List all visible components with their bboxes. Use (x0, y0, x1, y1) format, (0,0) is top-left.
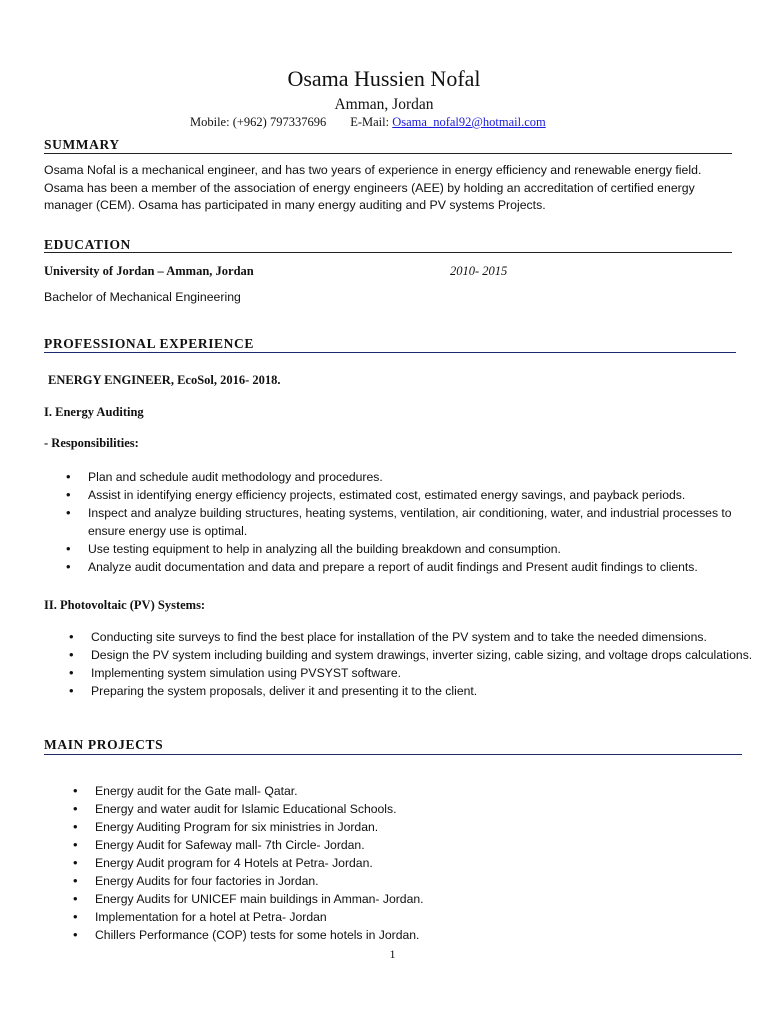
email-link[interactable]: Osama_nofal92@hotmail.com (392, 115, 546, 129)
contact-line (190, 115, 546, 130)
education-degree: Bachelor of Mechanical Engineering (44, 290, 241, 304)
page-number: 1 (389, 947, 396, 961)
list-item-text: Conducting site surveys to find the best place for installation of the PV system and to take the needed dimensions. (91, 630, 707, 644)
projects-list (71, 782, 671, 944)
list-item-text: Inspect and analyze building structures, heating systems, ventilation, air conditioning, water, and industrial processes to ensure energy use is optimal. (88, 506, 732, 538)
bullet-icon: • (73, 783, 78, 798)
bullet-icon: • (69, 665, 74, 680)
summary-heading: SUMMARY (44, 137, 120, 152)
list-item (64, 486, 754, 504)
education-years: 2010- 2015 (450, 264, 508, 278)
email-label: E-Mail: (350, 115, 390, 129)
list-item (67, 646, 757, 664)
bullet-icon: • (69, 683, 74, 698)
education-heading: EDUCATION (44, 237, 131, 252)
energy-auditing-list (64, 468, 754, 576)
list-item (71, 890, 671, 908)
list-item (64, 540, 754, 558)
list-item-text: Plan and schedule audit methodology and procedures. (88, 470, 383, 484)
list-item (67, 682, 757, 700)
bullet-icon: • (73, 801, 78, 816)
summary-rule (44, 153, 732, 154)
bullet-icon: • (73, 855, 78, 870)
summary-text: Osama Nofal is a mechanical engineer, and has two years of experience in energy efficiency and renewable energy field. Osama has been a member of the association of energy engineers (AEE) by holding an accreditation of certified energy manager (CEM). Osama has participated in many energy auditing and PV systems Projects. (44, 163, 702, 212)
list-item (71, 872, 671, 890)
pv-systems-list (67, 628, 757, 700)
list-item-text: Energy Auditing Program for six ministries in Jordan. (95, 820, 379, 834)
list-item-text: Analyze audit documentation and data and prepare a report of audit findings and Present audit findings to clients. (88, 560, 698, 574)
list-item-text: Energy Audit program for 4 Hotels at Petra- Jordan. (95, 856, 373, 870)
responsibilities-label: - Responsibilities: (44, 436, 139, 450)
candidate-name: Osama Hussien Nofal (287, 66, 481, 91)
experience-heading: PROFESSIONAL EXPERIENCE (44, 336, 254, 351)
section-pv-title: II. Photovoltaic (PV) Systems: (44, 598, 206, 612)
job-title: ENERGY ENGINEER, EcoSol, 2016- 2018. (48, 373, 281, 387)
education-institution: University of Jordan – Amman, Jordan (44, 264, 254, 278)
list-item (71, 926, 671, 944)
list-item (64, 504, 754, 540)
list-item (71, 854, 671, 872)
list-item (71, 782, 671, 800)
list-item-text: Preparing the system proposals, deliver it and presenting it to the client. (91, 684, 478, 698)
list-item-text: Energy audit for the Gate mall- Qatar. (95, 784, 298, 798)
bullet-icon: • (73, 909, 78, 924)
bullet-icon: • (73, 819, 78, 834)
list-item (67, 664, 757, 682)
bullet-icon: • (69, 629, 74, 644)
bullet-icon: • (66, 559, 71, 574)
list-item (64, 558, 754, 576)
bullet-icon: • (73, 837, 78, 852)
list-item-text: Implementing system simulation using PVSYST software. (91, 666, 402, 680)
candidate-location: Amman, Jordan (334, 96, 434, 113)
list-item-text: Energy and water audit for Islamic Educational Schools. (95, 802, 397, 816)
list-item (71, 818, 671, 836)
bullet-icon: • (66, 469, 71, 484)
bullet-icon: • (73, 927, 78, 942)
list-item (64, 468, 754, 486)
list-item-text: Use testing equipment to help in analyzing all the building breakdown and consumption. (88, 542, 561, 556)
projects-rule (44, 754, 742, 755)
list-item-text: Design the PV system including building and system drawings, inverter sizing, cable sizing, and voltage drops calculations. (91, 648, 753, 662)
list-item-text: Energy Audits for four factories in Jordan. (95, 874, 319, 888)
list-item-text: Energy Audit for Safeway mall- 7th Circle- Jordan. (95, 838, 365, 852)
mobile-number: Mobile: (+962) 797337696 (190, 115, 327, 129)
bullet-icon: • (66, 487, 71, 502)
bullet-icon: • (69, 647, 74, 662)
bullet-icon: • (73, 891, 78, 906)
list-item (71, 800, 671, 818)
list-item (71, 836, 671, 854)
list-item (71, 908, 671, 926)
list-item-text: Implementation for a hotel at Petra- Jordan (95, 910, 327, 924)
list-item-text: Assist in identifying energy efficiency projects, estimated cost, estimated energy savings, and payback periods. (88, 488, 686, 502)
section-energy-auditing-title: I. Energy Auditing (44, 405, 144, 419)
list-item (67, 628, 757, 646)
bullet-icon: • (73, 873, 78, 888)
bullet-icon: • (66, 505, 71, 520)
list-item-text: Energy Audits for UNICEF main buildings in Amman- Jordan. (95, 892, 424, 906)
list-item-text: Chillers Performance (COP) tests for some hotels in Jordan. (95, 928, 420, 942)
education-rule (44, 252, 732, 253)
experience-rule (44, 352, 736, 353)
bullet-icon: • (66, 541, 71, 556)
projects-heading: MAIN PROJECTS (44, 737, 164, 752)
